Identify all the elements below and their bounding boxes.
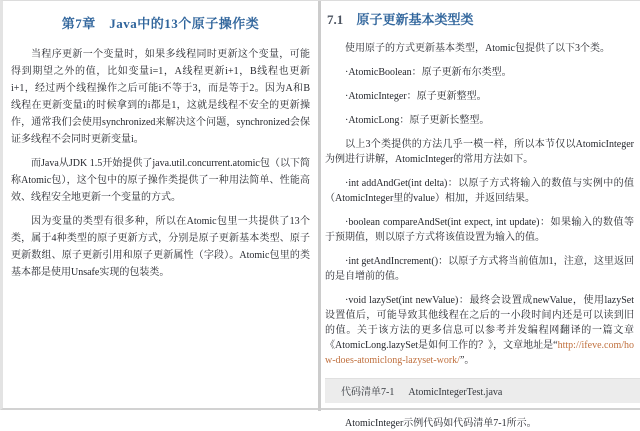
paragraph-atomic-package: 而Java从JDK 1.5开始提供了java.util.concurrent.atomic包（以下简称Atomic包），这个包中的原子操作类提供了一种用法简单、性能高效、线程安全地更新一个变量的方式。 (11, 158, 310, 203)
section-title: 原子更新基本类型类 (356, 12, 474, 27)
section-number: 7.1 (327, 12, 344, 27)
example-note: AtomicInteger示例代码如代码清单7-1所示。 (345, 418, 537, 429)
code-listing-header (325, 378, 640, 403)
bullet-lazyset (325, 293, 634, 368)
chapter-title: 第7章 Java中的13个原子操作类 (61, 16, 260, 31)
paragraph-threads-unsafe: 当程序更新一个变量时，如果多线程同时更新这个变量，可能得到期望之外的值，比如变量i=1，A线程更新i+1，B线程也更新i+1，经过两个线程操作之后可能i不等于3，而是等于2。因为A和B线程在更新变量i的时候拿到的i都是1，这就是线程不安全的更新操作，通常我们会使用synchronized来解决这个问题，synchronized会保证多线程不会同时更新变量i。 (11, 49, 310, 145)
bullet-addandget: ·int addAndGet(int delta)：以原子方式将输入的数值与实例中的值（AtomicInteger里的value）相加，并返回结果。 (325, 178, 634, 204)
lazyset-text-before: ·void lazySet(int newValue)：最终会设置成newValue，使用lazySet设置值后，可能导致其他线程在之后的一小段时间内还是可以读到旧的值。关于该方法的更多信息可以参考并发编程网翻译的一篇文章《AtomicLong.lazySet是如何工作的？》，文章地址是“ (325, 295, 634, 351)
bullet-atomicboolean: ·AtomicBoolean：原子更新布尔类型。 (345, 67, 512, 78)
bullet-getandincrement: ·int getAndIncrement()：以原子方式将当前值加1，注意，这里返回的是自增前的值。 (325, 256, 634, 282)
page-right (321, 1, 640, 429)
bullet-atomiclong: ·AtomicLong：原子更新长整型。 (345, 115, 490, 126)
section-intro: 使用原子的方式更新基本类型，Atomic包提供了以下3个类。 (345, 43, 610, 54)
lazyset-text-after: ”。 (459, 355, 475, 366)
bullet-compareandset: ·boolean compareAndSet(int expect, int update)：如果输入的数值等于预期值，则以原子方式将该值设置为输入的值。 (325, 217, 634, 243)
methods-intro: 以上3个类提供的方法几乎一模一样，所以本节仅以AtomicInteger为例进行讲解，AtomicInteger的常用方法如下。 (325, 139, 634, 165)
section-heading (327, 9, 634, 28)
bullet-atomicinteger: ·AtomicInteger：原子更新整型。 (345, 91, 487, 102)
page-left (3, 1, 318, 408)
paragraph-13-classes: 因为变量的类型有很多种，所以在Atomic包里一共提供了13个类，属于4种类型的原子更新方式，分别是原子更新基本类型、原子更新数组、原子更新引用和原子更新属性（字段）。Atomic包里的类基本都是使用Unsafe实现的包装类。 (11, 216, 310, 278)
code-listing-filename: AtomicIntegerTest.java (408, 387, 503, 398)
article-url-link[interactable]: http://ifeve.com/how-does-atomiclong-lazyset-work/ (325, 340, 634, 366)
code-listing-label: 代码清单7-1 (341, 387, 395, 398)
